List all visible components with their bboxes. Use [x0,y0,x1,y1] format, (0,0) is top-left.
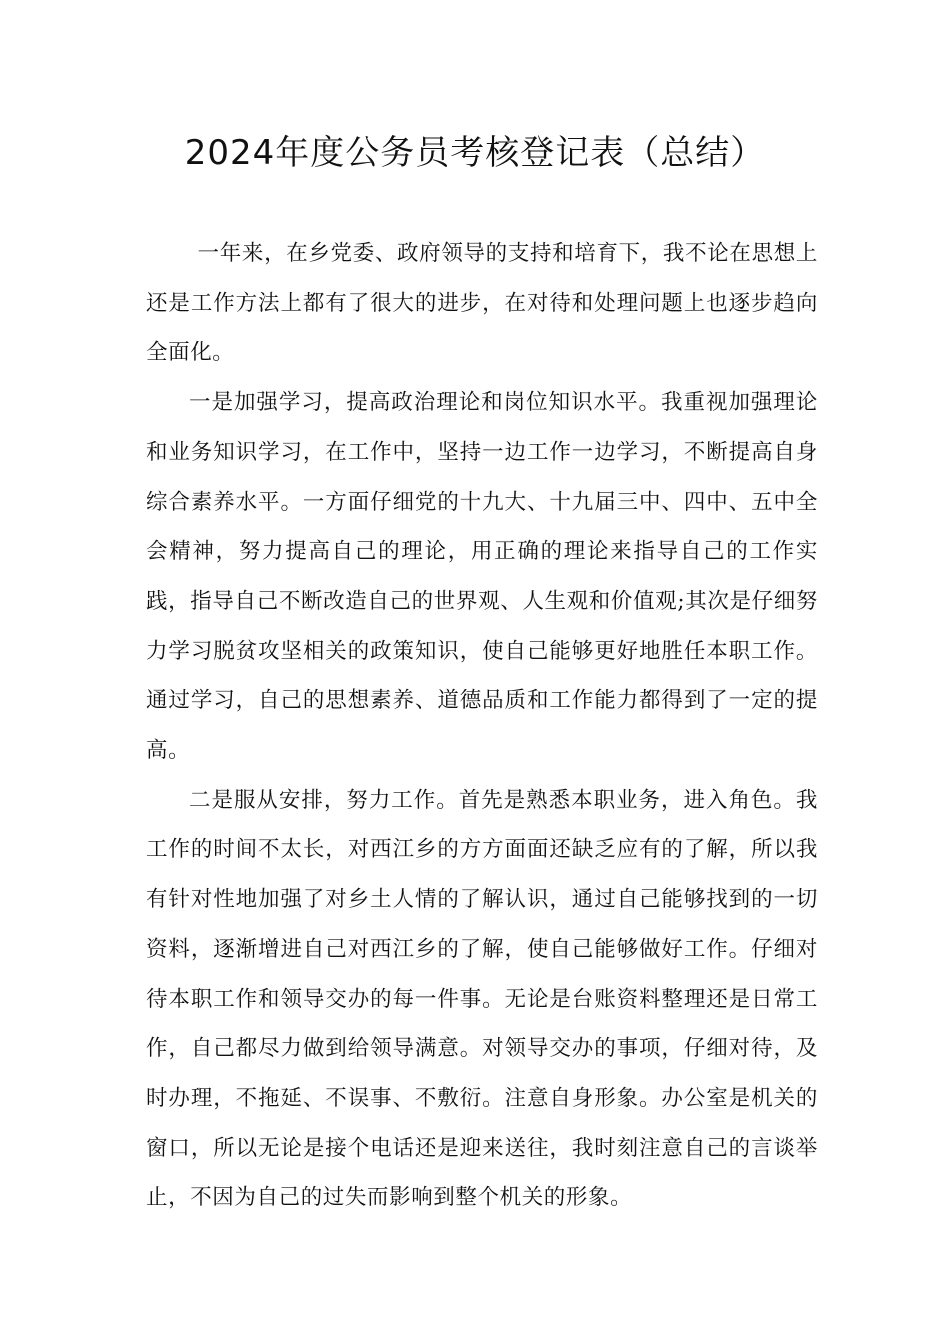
paragraph-study: 一是加强学习，提高政治理论和岗位知识水平。我重视加强理论和业务知识学习，在工作中，坚持一边工作一边学习，不断提高自身综合素养水平。一方面仔细党的十九大、十九届三中、四中、五中全会精神，努力提高自己的理论，用正确的理论来指导自己的工作实践，指导自己不断改造自己的世界观、人生观和价值观;其次是仔细努力学习脱贫攻坚相关的政策知识，使自己能够更好地胜任本职工作。通过学习，自己的思想素养、道德品质和工作能力都得到了一定的提高。 [146,390,818,764]
document-title: 2024年度公务员考核登记表（总结） [184,133,766,173]
paragraph-work: 二是服从安排，努力工作。首先是熟悉本职业务，进入角色。我工作的时间不太长，对西江乡的方方面面还缺乏应有的了解，所以我有针对性地加强了对乡土人情的了解认识，通过自己能够找到的一切资料，逐渐增进自己对西江乡的了解，使自己能够做好工作。仔细对待本职工作和领导交办的每一件事。无论是台账资料整理还是日常工作，自己都尽力做到给领导满意。对领导交办的事项，仔细对待，及时办理，不拖延、不误事、不敷衍。注意自身形象。办公室是机关的窗口，所以无论是接个电话还是迎来送往，我时刻注意自己的言谈举止，不因为自己的过失而影响到整个机关的形象。 [146,787,818,1211]
paragraph-intro: 一年来，在乡党委、政府领导的支持和培育下，我不论在思想上还是工作方法上都有了很大的进步，在对待和处理问题上也逐步趋向全面化。 [146,241,818,366]
document-body [146,229,818,1223]
